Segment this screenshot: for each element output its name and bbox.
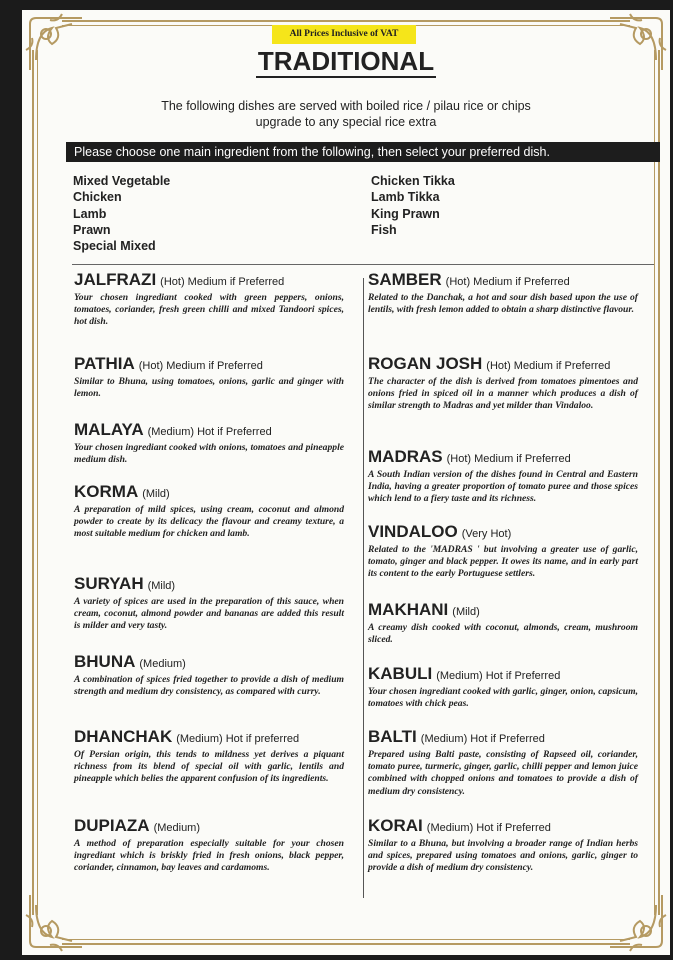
dish-description: Prepared using Balti paste, consisting of Rapseed oil, coriander, tomato puree, turmeric, ginger, garlic, chilli pepper and lemon juice combined with chopped onions and tomatoes to provide a dish of medium dry consistency. <box>368 749 638 797</box>
dish-spice: (Hot) Medium if Preferred <box>446 453 571 465</box>
dish-spice: (Very Hot) <box>461 528 512 540</box>
dish-description: Your chosen ingrediant cooked with garlic, ginger, onion, capsicum, tomatoes with chick peas. <box>368 686 638 710</box>
dish-name: DHANCHAK <box>74 727 173 746</box>
dish-description: Similar to a Bhuna, but involving a broader range of Indian herbs and spices, prepared using tomatoes and onions, garlic, ginger to provide a dish of medium dry consistency. <box>368 838 638 874</box>
dish-spice: (Mild) <box>147 580 176 592</box>
dish-description: A variety of spices are used in the preparation of this sauce, when cream, coconut, almond powder and bananas are added this result is milder and very tasty. <box>74 596 344 632</box>
frame-border <box>62 943 630 945</box>
dish-description: Your chosen ingrediant cooked with onions, tomatoes and pineapple medium dish. <box>74 442 344 466</box>
dish-spice: (Mild) <box>142 488 170 500</box>
frame-border <box>62 20 630 22</box>
ingredient-item: Chicken <box>73 190 122 205</box>
dish-spice: (Hot) Medium if Preferred <box>160 276 285 288</box>
dish-suryah <box>74 574 344 633</box>
dish-description: The character of the dish is derived from tomatoes pimentoes and onions fried in spiced oil in a manner which produces a dish of similar strength to Madras and yet milder than Vindaloo. <box>368 376 638 412</box>
subtitle-line: The following dishes are served with boiled rice / pilau rice or chips <box>161 99 531 113</box>
ingredient-item: King Prawn <box>371 206 440 221</box>
ingredient-item: Mixed Vegetable <box>73 174 171 188</box>
dish-name: MADRAS <box>368 447 443 466</box>
dish-vindaloo <box>368 522 638 581</box>
dish-spice: (Mild) <box>452 606 480 618</box>
frame-border <box>654 50 655 915</box>
dish-name: ROGAN JOSH <box>368 354 483 373</box>
dish-description: Of Persian origin, this tends to mildness yet derives a piquant richness from its blend of special oil with garlic, lentils and pineapple which belies the apparent confusion of its ingredients. <box>74 749 344 785</box>
ingredient-item: Prawn <box>73 222 111 237</box>
dish-description: A preparation of mild spices, using cream, coconut and almond powder to create by its delicacy the flavour and creamy texture, a most suitable medium for chicken and lamb. <box>74 504 344 540</box>
dish-description: Similar to Bhuna, using tomatoes, onions, garlic and ginger with lemon. <box>74 376 344 400</box>
vat-notice: All Prices Inclusive of VAT <box>272 25 416 44</box>
column-divider <box>363 278 364 898</box>
frame-border <box>37 50 38 915</box>
dish-description: Your chosen ingrediant cooked with green peppers, onions, tomatoes, coriander, fresh green chilli and mixed Tandoori spices, hot dish. <box>74 292 344 328</box>
frame-border <box>32 50 34 915</box>
dish-spice: (Medium) Hot if Preferred <box>420 733 545 745</box>
dish-jalfrazi <box>74 270 344 329</box>
dish-rogan-josh <box>368 354 638 413</box>
dish-spice: (Medium) Hot if Preferred <box>147 426 272 438</box>
ornament-corner-icon <box>22 885 92 955</box>
dish-description: A South Indian version of the dishes found in Central and Eastern India, having a greater proportion of tomato puree and those spices which lend to a fiery taste and its richness. <box>368 469 638 505</box>
instruction-bar: Please choose one main ingredient from the following, then select your preferred dish. <box>66 142 660 162</box>
ingredient-item: Lamb Tikka <box>371 190 440 205</box>
dish-name: KORAI <box>368 816 423 835</box>
dish-name: DUPIAZA <box>74 816 150 835</box>
dish-dupiaza <box>74 816 344 875</box>
dish-kabuli <box>368 664 638 710</box>
dish-name: SURYAH <box>74 574 144 593</box>
dish-makhani <box>368 600 638 646</box>
dish-spice: (Hot) Medium if Preferred <box>445 276 570 288</box>
dish-balti <box>368 727 638 798</box>
dish-malaya <box>74 420 344 466</box>
dish-korai <box>368 816 638 875</box>
dish-name: KABULI <box>368 664 433 683</box>
ornament-corner-icon <box>600 885 670 955</box>
ingredients-right <box>371 173 455 238</box>
dish-description: A creamy dish cooked with coconut, almonds, cream, mushroom sliced. <box>368 622 638 646</box>
dish-korma <box>74 482 344 541</box>
frame-border <box>62 939 630 940</box>
dish-samber <box>368 270 638 316</box>
dish-dhanchak <box>74 727 344 786</box>
dish-spice: (Medium) Hot if preferred <box>176 733 300 745</box>
dish-pathia <box>74 354 344 400</box>
menu-sheet <box>22 10 670 955</box>
ingredient-item: Special Mixed <box>73 239 156 254</box>
dish-spice: (Medium) Hot if Preferred <box>426 822 551 834</box>
dish-name: KORMA <box>74 482 139 501</box>
ingredients-left <box>73 173 170 254</box>
dish-name: VINDALOO <box>368 522 458 541</box>
dish-spice: (Hot) Medium if Preferred <box>486 360 611 372</box>
page-title <box>22 46 670 77</box>
dish-name: PATHIA <box>74 354 135 373</box>
divider <box>72 264 654 265</box>
dish-description: A combination of spices fried together to provide a dish of medium strength and medium dry consistency, as compared with curry. <box>74 674 344 698</box>
dish-name: MAKHANI <box>368 600 449 619</box>
dish-name: SAMBER <box>368 270 442 289</box>
dish-description: Related to the Danchak, a hot and sour dish based upon the use of lentils, with fresh lemon added to obtain a sharp distinctive flavour. <box>368 292 638 316</box>
ingredient-item: Fish <box>371 222 397 237</box>
ingredient-item: Lamb <box>73 206 107 221</box>
dish-spice: (Medium) <box>153 822 201 834</box>
dish-madras <box>368 447 638 506</box>
dish-name: MALAYA <box>74 420 144 439</box>
dish-spice: (Medium) <box>139 658 186 670</box>
page-title-text: TRADITIONAL <box>257 46 435 76</box>
dish-description: A method of preparation especially suitable for your chosen ingrediant which is briskly fried in fresh onions, black pepper, coriander, cinnamon, bay leaves and cardamoms. <box>74 838 344 874</box>
ingredient-item: Chicken Tikka <box>371 174 455 188</box>
dish-description: Related to the 'MADRAS ' but involving a greater use of garlic, tomato, ginger and black pepper. It owes its name, and in early part its content to the early Portuguese settlers. <box>368 544 638 580</box>
dish-bhuna <box>74 652 344 698</box>
dish-spice: (Hot) Medium if Preferred <box>138 360 263 372</box>
subtitle-line: upgrade to any special rice extra <box>255 115 437 129</box>
dish-name: BALTI <box>368 727 417 746</box>
dish-name: BHUNA <box>74 652 136 671</box>
subtitle <box>22 98 670 130</box>
dish-spice: (Medium) Hot if Preferred <box>436 670 561 682</box>
dish-name: JALFRAZI <box>74 270 157 289</box>
frame-border <box>658 50 660 915</box>
